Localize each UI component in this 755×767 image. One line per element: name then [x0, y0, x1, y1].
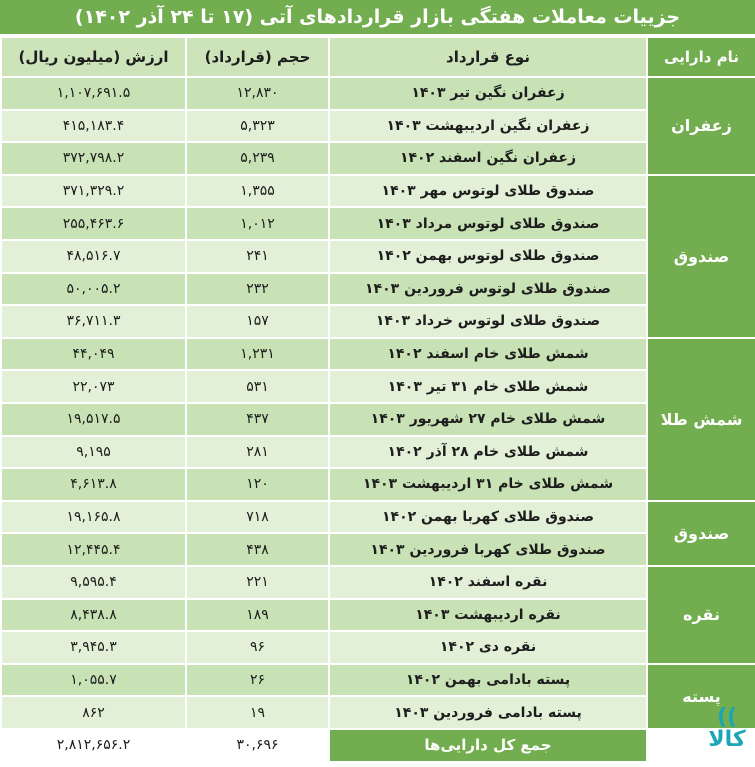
total-label: جمع کل دارایی‌ها [329, 729, 647, 762]
value-cell: ۵۰,۰۰۵.۲ [1, 273, 186, 306]
table-row [1, 207, 755, 240]
table-row [1, 599, 755, 632]
asset-name: شمش طلا [647, 338, 755, 501]
value-cell: ۳۷۱,۳۲۹.۲ [1, 175, 186, 208]
total-row [1, 729, 755, 762]
contract-type: صندوق طلای لوتوس مهر ۱۴۰۳ [329, 175, 647, 208]
volume-cell: ۲۶ [186, 664, 329, 697]
table-row [1, 110, 755, 143]
value-cell: ۱,۱۰۷,۶۹۱.۵ [1, 77, 186, 110]
contract-type: صندوق طلای لوتوس مرداد ۱۴۰۳ [329, 207, 647, 240]
volume-cell: ۲۸۱ [186, 436, 329, 469]
table-row [1, 631, 755, 664]
contract-type: صندوق طلای کهربا فروردین ۱۴۰۳ [329, 533, 647, 566]
value-cell: ۸۶۲ [1, 696, 186, 729]
total-value: ۲,۸۱۲,۶۵۶.۲ [1, 729, 186, 762]
value-cell: ۱۹,۵۱۷.۵ [1, 403, 186, 436]
volume-cell: ۴۳۷ [186, 403, 329, 436]
table-row [1, 696, 755, 729]
volume-cell: ۲۴۱ [186, 240, 329, 273]
contract-type: صندوق طلای لوتوس خرداد ۱۴۰۳ [329, 305, 647, 338]
value-cell: ۸,۴۳۸.۸ [1, 599, 186, 632]
volume-cell: ۱۲,۸۳۰ [186, 77, 329, 110]
page-title: جزییات معاملات هفتگی بازار قراردادهای آتی (۱۷ تا ۲۴ آذر ۱۴۰۲) [0, 0, 755, 36]
contract-type: نقره اردیبهشت ۱۴۰۳ [329, 599, 647, 632]
volume-cell: ۴۳۸ [186, 533, 329, 566]
value-cell: ۴,۶۱۳.۸ [1, 468, 186, 501]
contract-type: شمش طلای خام ۳۱ اردیبهشت ۱۴۰۳ [329, 468, 647, 501]
asset-name: نقره [647, 566, 755, 664]
contract-type: زعفران نگین اسفند ۱۴۰۲ [329, 142, 647, 175]
table-row [1, 566, 755, 599]
contract-type: زعفران نگین تیر ۱۴۰۳ [329, 77, 647, 110]
value-cell: ۴۱۵,۱۸۳.۴ [1, 110, 186, 143]
value-cell: ۱۲,۴۴۵.۴ [1, 533, 186, 566]
contract-type: شمش طلای خام ۲۸ آذر ۱۴۰۲ [329, 436, 647, 469]
asset-name: پسته [647, 664, 755, 729]
table-row [1, 501, 755, 534]
table-row [1, 142, 755, 175]
volume-cell: ۲۲۱ [186, 566, 329, 599]
table-row [1, 338, 755, 371]
table-row [1, 240, 755, 273]
contract-type: نقره دی ۱۴۰۲ [329, 631, 647, 664]
table-row [1, 305, 755, 338]
volume-cell: ۱,۰۱۲ [186, 207, 329, 240]
contract-type: شمش طلای خام ۳۱ تیر ۱۴۰۳ [329, 370, 647, 403]
volume-cell: ۷۱۸ [186, 501, 329, 534]
volume-cell: ۱۹ [186, 696, 329, 729]
header-value: ارزش (میلیون ریال) [1, 37, 186, 77]
header-volume: حجم (قرارداد) [186, 37, 329, 77]
value-cell: ۳۶,۷۱۱.۳ [1, 305, 186, 338]
table-row [1, 436, 755, 469]
contract-type: شمش طلای خام اسفند ۱۴۰۲ [329, 338, 647, 371]
value-cell: ۹,۱۹۵ [1, 436, 186, 469]
table-row [1, 175, 755, 208]
contract-type: صندوق طلای کهربا بهمن ۱۴۰۲ [329, 501, 647, 534]
header-row [1, 37, 755, 77]
asset-name: زعفران [647, 77, 755, 175]
table-row [1, 664, 755, 697]
volume-cell: ۱۲۰ [186, 468, 329, 501]
volume-cell: ۹۶ [186, 631, 329, 664]
value-cell: ۹,۵۹۵.۴ [1, 566, 186, 599]
volume-cell: ۱,۲۳۱ [186, 338, 329, 371]
table-row [1, 273, 755, 306]
value-cell: ۱۹,۱۶۵.۸ [1, 501, 186, 534]
contract-type: نقره اسفند ۱۴۰۲ [329, 566, 647, 599]
volume-cell: ۱,۳۵۵ [186, 175, 329, 208]
table-row [1, 77, 755, 110]
volume-cell: ۵,۲۳۹ [186, 142, 329, 175]
volume-cell: ۱۸۹ [186, 599, 329, 632]
value-cell: ۴۴,۰۴۹ [1, 338, 186, 371]
value-cell: ۳,۹۴۵.۳ [1, 631, 186, 664]
kalakhabar-logo: (( کالا [708, 705, 746, 752]
value-cell: ۳۷۲,۷۹۸.۲ [1, 142, 186, 175]
contract-type: پسته بادامی بهمن ۱۴۰۲ [329, 664, 647, 697]
table-row [1, 403, 755, 436]
volume-cell: ۲۳۲ [186, 273, 329, 306]
value-cell: ۴۸,۵۱۶.۷ [1, 240, 186, 273]
value-cell: ۱,۰۵۵.۷ [1, 664, 186, 697]
volume-cell: ۵۳۱ [186, 370, 329, 403]
total-volume: ۳۰,۶۹۶ [186, 729, 329, 762]
contract-type: پسته بادامی فروردین ۱۴۰۳ [329, 696, 647, 729]
table-row [1, 370, 755, 403]
futures-table [0, 36, 755, 763]
volume-cell: ۵,۳۲۳ [186, 110, 329, 143]
value-cell: ۲۲,۰۷۳ [1, 370, 186, 403]
volume-cell: ۱۵۷ [186, 305, 329, 338]
table-row [1, 468, 755, 501]
asset-name: صندوق [647, 175, 755, 338]
header-contract: نوع قرارداد [329, 37, 647, 77]
contract-type: شمش طلای خام ۲۷ شهریور ۱۴۰۳ [329, 403, 647, 436]
asset-name: صندوق [647, 501, 755, 566]
table-row [1, 533, 755, 566]
value-cell: ۲۵۵,۴۶۳.۶ [1, 207, 186, 240]
contract-type: صندوق طلای لوتوس فروردین ۱۴۰۳ [329, 273, 647, 306]
contract-type: صندوق طلای لوتوس بهمن ۱۴۰۲ [329, 240, 647, 273]
header-asset: نام دارایی [647, 37, 755, 77]
contract-type: زعفران نگین اردیبهشت ۱۴۰۳ [329, 110, 647, 143]
